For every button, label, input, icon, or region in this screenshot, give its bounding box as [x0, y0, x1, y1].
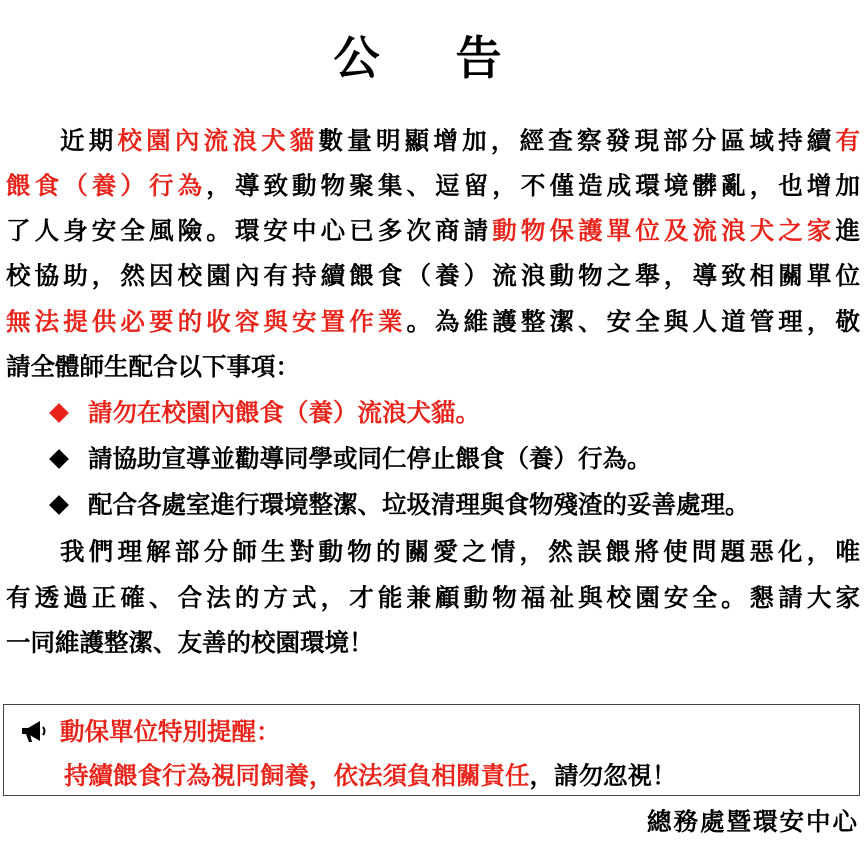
highlight-no-shelter: 無法提供必要的收容與安置作業 [6, 307, 407, 336]
signature: 總務處暨環安中心 [647, 807, 859, 836]
bullet-item-1 [48, 395, 860, 431]
paragraph-line-3 [6, 213, 860, 249]
bullet-text: 請協助宣導並勸導同學或同仁停止餵食（養）行為。 [88, 444, 652, 473]
notice-heading: 動保單位特別提醒： [60, 717, 281, 746]
text-span: 。為維護整潔、安全與人道管理，敬 [406, 307, 860, 336]
diamond-bullet-icon [49, 449, 69, 469]
diamond-bullet-icon [49, 495, 69, 515]
diamond-bullet-icon [49, 403, 69, 423]
text-span: 進 [835, 216, 860, 245]
page-title: 公 告 [333, 31, 532, 85]
notice-black-text: ，請勿忽視！ [529, 761, 677, 790]
paragraph-line-4: 校協助，然因校園內有持續餵食（養）流浪動物之舉，導致相關單位 [6, 261, 860, 290]
highlight-feeding: 餵食（養）行為 [6, 171, 207, 200]
paragraph-line-5 [6, 304, 860, 340]
highlight-animal-protection: 動物保護單位及流浪犬之家 [492, 216, 836, 245]
notice-red-text: 持續餵食行為視同飼養，依法須負相關責任 [64, 761, 530, 790]
bullet-text: 配合各處室進行環境整潔、垃圾清理與食物殘渣的妥善處理。 [88, 490, 750, 519]
text-span: 近期 [60, 126, 118, 155]
text-span: 了人身安全風險。環安中心已多次商請 [6, 216, 493, 245]
notice-statement [64, 758, 677, 794]
paragraph-line-2 [6, 168, 860, 204]
paragraph-line-1 [6, 123, 860, 159]
closing-line-1: 我們理解部分師生對動物的關愛之情，然誤餵將使問題惡化，唯 [60, 537, 860, 566]
closing-line-2: 有透過正確、合法的方式，才能兼顧動物福祉與校園安全。懇請大家 [6, 583, 860, 612]
megaphone-icon [20, 719, 50, 745]
text-span: ，導致動物聚集、逗留，不僅造成環境髒亂，也增加 [206, 171, 860, 200]
text-span: 數量明顯增加，經查察發現部分區域持續 [318, 126, 836, 155]
highlight-campus-strays: 校園內流浪犬貓 [117, 126, 319, 155]
paragraph-line-6: 請全體師生配合以下事項： [6, 352, 300, 381]
notice-box [3, 704, 860, 796]
bullet-item-3 [48, 487, 860, 523]
bullet-item-2 [48, 441, 860, 477]
highlight-fragment: 有 [835, 126, 860, 155]
closing-line-3: 一同維護整潔、友善的校園環境！ [6, 628, 374, 657]
bullet-text: 請勿在校園內餵食（養）流浪犬貓。 [88, 398, 480, 427]
